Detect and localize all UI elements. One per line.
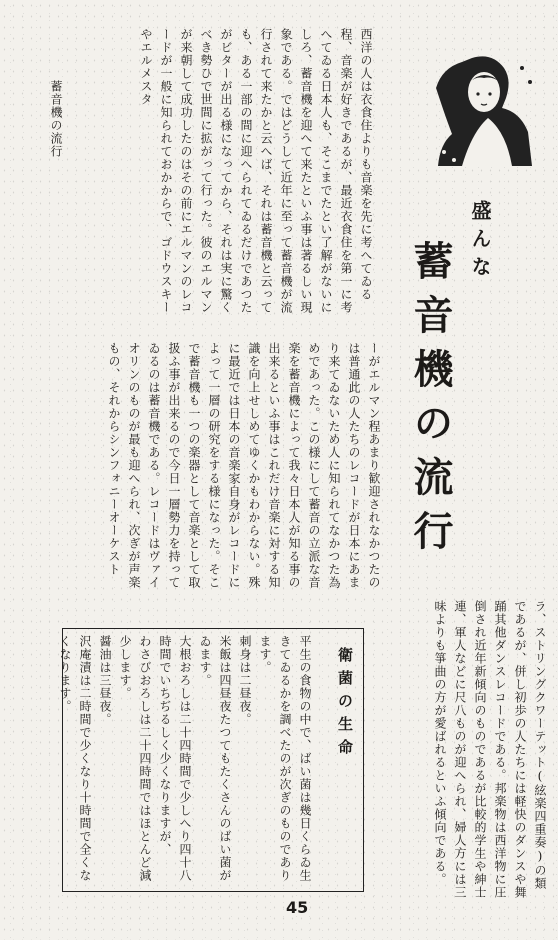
page-number: 45: [286, 898, 309, 917]
decorative-illustration: [432, 48, 540, 168]
body-text-right: ラ、ストリングクワーテット(絃楽四重奏)の類であるが、併し初歩の人たちには軽快のダンスや舞踊其他ダンスレコードである。邦楽物は西洋物に圧倒され近年新傾向のものであるが比較的学生や紳士連、軍人などに尺八ものが迎へられ、婦人方には三味よりも箏曲の方が愛ばれるといふ傾向である。: [433, 600, 547, 899]
article-title: 蓄音機の流行: [407, 240, 453, 564]
upper-caption: 蓄音機の流行: [49, 80, 63, 158]
sidebar-box: [58, 628, 364, 892]
body-text-lower: ーがエルマン程あまり歓迎されなかつたのは普通此の人たちのレコードが日本にあまり来てゐないため人に知られてなかつた為めであった。この様にして蓄音の立派な音楽を蓄音機によって我々日本人が知る事の出来るといふ事はこれだけ音楽に対する知識を向上せしめてゆくかもわからない。殊に最近では日本の音楽家自身がレコードによって一層の研究をする様になった。そこで蓄音機も一つの楽器として音楽として取扱ふ事が出来るので今日一層勢力を持ってゐるのは蓄音機である。レコードはヴァイオリンのものが最も迎へられ、次ぎが声楽もの、それからシンフォニーオーケスト: [107, 342, 381, 589]
body-text-upper: 西洋の人は衣食住よりも音楽を先に考へてゐる程、音楽が好きであるが、最近衣食住を第一に考へてゐる日本人も、そこまでたとい了解がないにしろ、蓄音機を迎へて来たといふ事は著るしい現象である。ではどうして近年に至って蓄音機が流行されて来たかと云へば、それは蓄音機と云っても、ある一部の間に迎へられてゐるだけであつたがビターが出る様になってから、それは実に驚くべき勢ひで世間に拡がって行った。彼のエルマンが来朝して成功したのはその前にエルマンのレコードが一般に知られておかからで、ゴドウスキーやエルメスタ: [139, 28, 373, 314]
article-subtitle: 盛んな: [468, 200, 492, 284]
sidebar-body: 平生の食物の中で、ばい菌は幾日くらゐ生きてゐるかを調べたのが次ぎのものであります。 刺身は二昼夜。 米飯は四昼夜たつてもたくさんのばい菌がゐます。 大根おろしは二十四時間で少しへり四十八時間でいちぢるしく少くなりますが、 わさびおろしは二十四時間ではほとんど減少します。 醤油は三昼夜。 沢庵漬は二時間で少くなり十時間で全くなくなります。: [58, 635, 312, 882]
sidebar-title: 衛菌の生命: [336, 647, 354, 762]
